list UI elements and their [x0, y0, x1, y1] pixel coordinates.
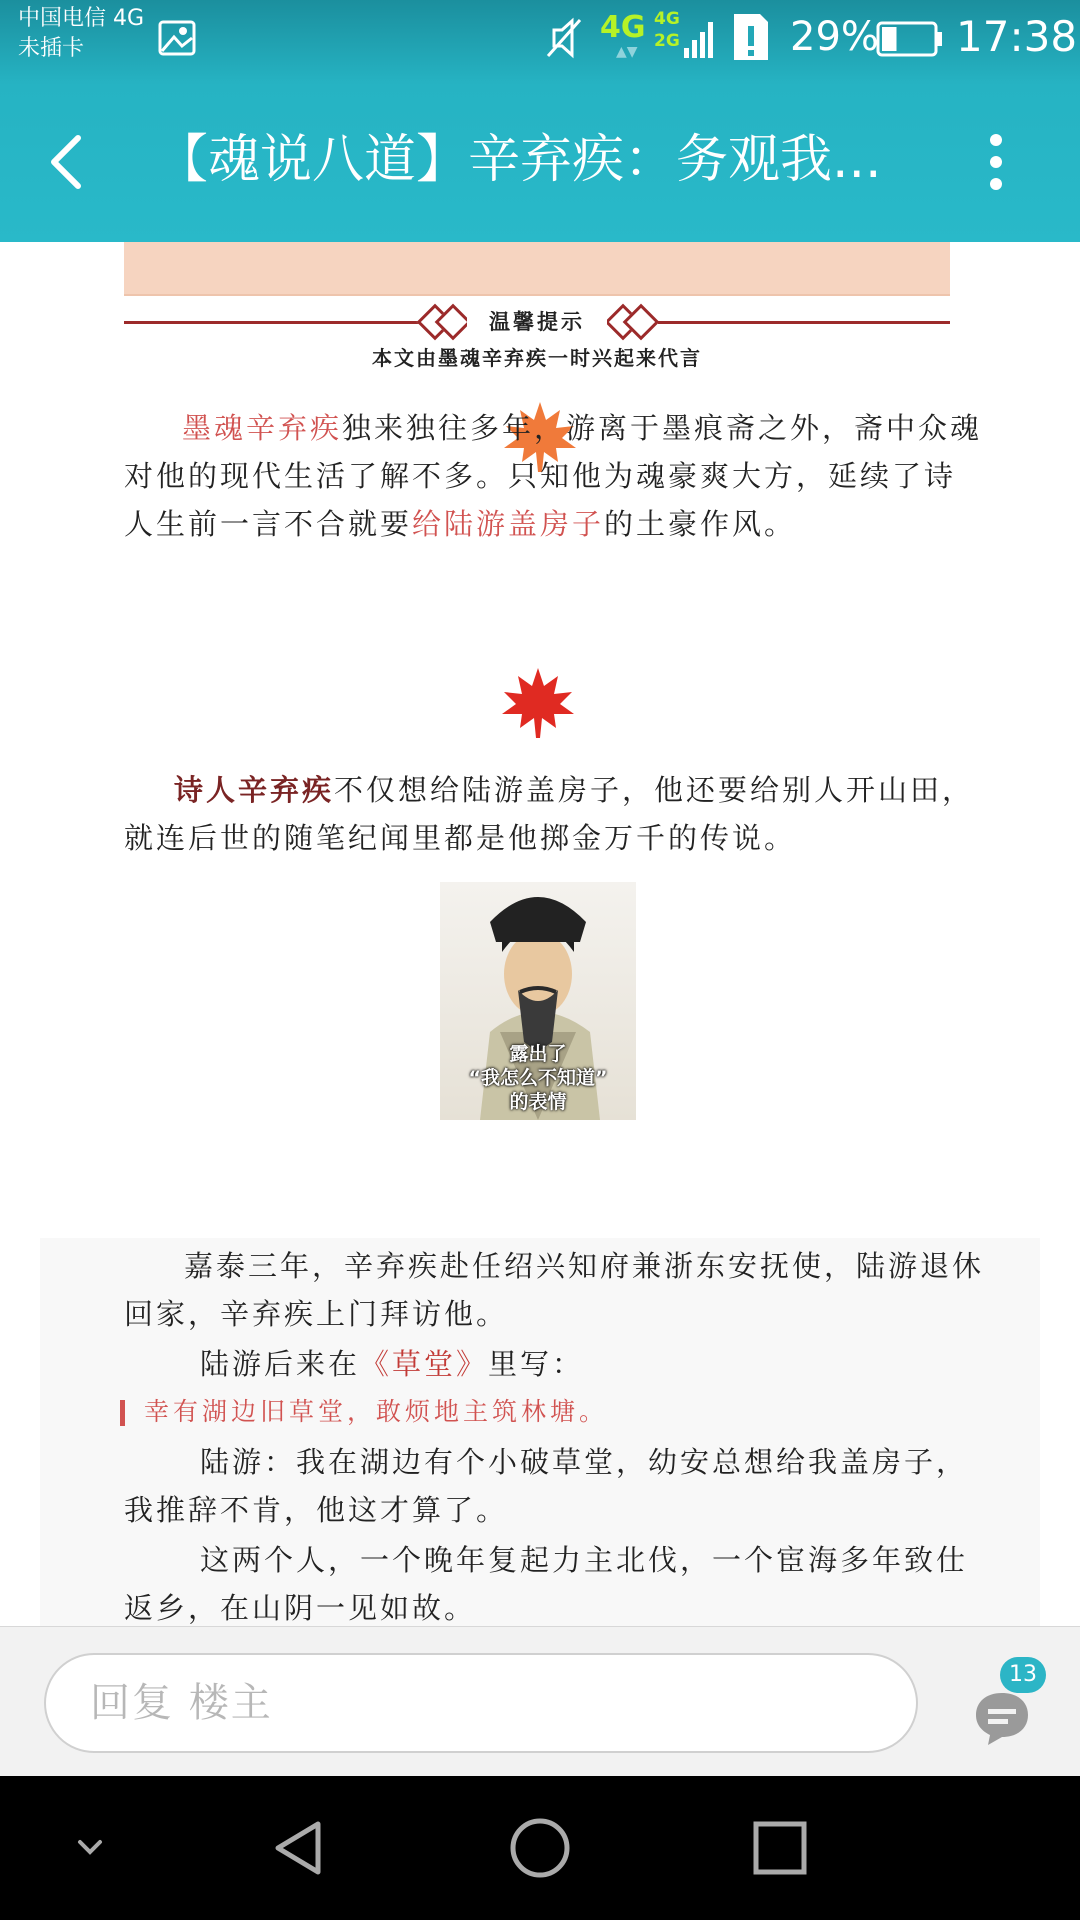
highlight-name: 墨魂辛弃疾	[182, 411, 343, 445]
network-type-4g: 4G	[600, 10, 646, 45]
tip-label: 温馨提示	[467, 310, 607, 334]
tip-label-wrap	[124, 304, 950, 340]
top-area	[0, 0, 1080, 242]
status-bar	[0, 0, 1080, 80]
maple-leaf-icon	[498, 664, 578, 744]
article-content[interactable]	[0, 242, 1080, 1626]
paragraph-2	[124, 766, 984, 862]
clock: 17:38	[956, 12, 1078, 61]
portrait-caption	[440, 1042, 636, 1114]
highlight-name: 诗人辛弃疾	[174, 773, 335, 807]
poem-quote: 幸有湖边旧草堂，敢烦地主筑林塘。	[120, 1394, 980, 1430]
paragraph-1	[124, 404, 984, 548]
network-2g-small: 2G	[654, 31, 680, 51]
network-dual	[654, 8, 680, 52]
tip-note: 本文由墨魂辛弃疾一时兴起来代言	[372, 346, 702, 370]
gallery-icon	[158, 20, 196, 56]
paragraph-2-text: 不仅想给陆游盖房子，他还要给别人开山田，就连后世的随笔纪闻里都是他掷金万千的传说。	[124, 773, 975, 855]
navigation-bar	[0, 1776, 1080, 1920]
network-4g-small: 4G	[654, 9, 680, 29]
mute-icon	[544, 16, 584, 60]
quote-paragraph-3: 陆游：我在湖边有个小破草堂，幼安总想给我盖房子，我推辞不肯，他这才算了。	[124, 1445, 969, 1527]
data-arrows-icon: ▲▼	[616, 44, 638, 60]
reply-input[interactable]: 回复 楼主	[44, 1653, 918, 1753]
quote-paragraph-2-b: 里写：	[488, 1347, 585, 1381]
carrier-info	[18, 4, 144, 64]
highlight-phrase: 给陆游盖房子	[412, 507, 605, 541]
signal-icon	[682, 18, 716, 60]
comment-count-badge: 13	[1000, 1657, 1046, 1693]
paragraph-1-text-b: 的土豪作风。	[604, 507, 797, 541]
page-title: 【魂说八道】辛弃疾：务观我...	[156, 130, 882, 190]
book-title: 《草堂》	[360, 1347, 489, 1381]
sim-status: 未插卡	[18, 36, 85, 61]
caption-line: “我怎么不知道”	[468, 1067, 608, 1089]
chevron-down-icon[interactable]	[72, 1816, 108, 1880]
reply-bar	[0, 1626, 1080, 1776]
quote-paragraph-2	[124, 1340, 984, 1388]
battery-icon	[876, 20, 944, 58]
quote-paragraph-1: 嘉泰三年，辛弃疾赴任绍兴知府兼浙东安抚使，陆游退休回家，辛弃疾上门拜访他。	[124, 1249, 985, 1331]
more-icon[interactable]	[984, 132, 1008, 192]
comment-icon	[972, 1689, 1032, 1747]
portrait-image[interactable]	[440, 882, 636, 1120]
caption-line: 露出了	[509, 1043, 567, 1065]
battery-percent: 29%	[790, 14, 879, 60]
home-circle-icon[interactable]	[508, 1816, 572, 1880]
quote-paragraph-2-a: 陆游后来在	[200, 1347, 361, 1381]
banner-image	[124, 242, 950, 296]
caption-line: 的表情	[509, 1091, 567, 1113]
carrier-name: 中国电信 4G	[18, 6, 145, 31]
paragraph-1-text-a: 独来独往多年，游离于墨痕斋之外，斋中众魂对他的现代生活了解不多。只知他为魂豪爽大方，延续了诗人生前一言不合就要	[124, 411, 983, 541]
quote-paragraph-4: 这两个人，一个晚年复起力主北伐，一个宦海多年致仕返乡，在山阴一见如故。	[124, 1543, 969, 1625]
recents-square-icon[interactable]	[748, 1816, 812, 1880]
back-triangle-icon[interactable]	[268, 1816, 332, 1880]
tip-header	[124, 304, 950, 340]
back-icon[interactable]	[44, 132, 88, 192]
comments-button[interactable]	[960, 1657, 1060, 1757]
sim-alert-icon	[730, 12, 772, 62]
app-bar	[0, 80, 1080, 242]
